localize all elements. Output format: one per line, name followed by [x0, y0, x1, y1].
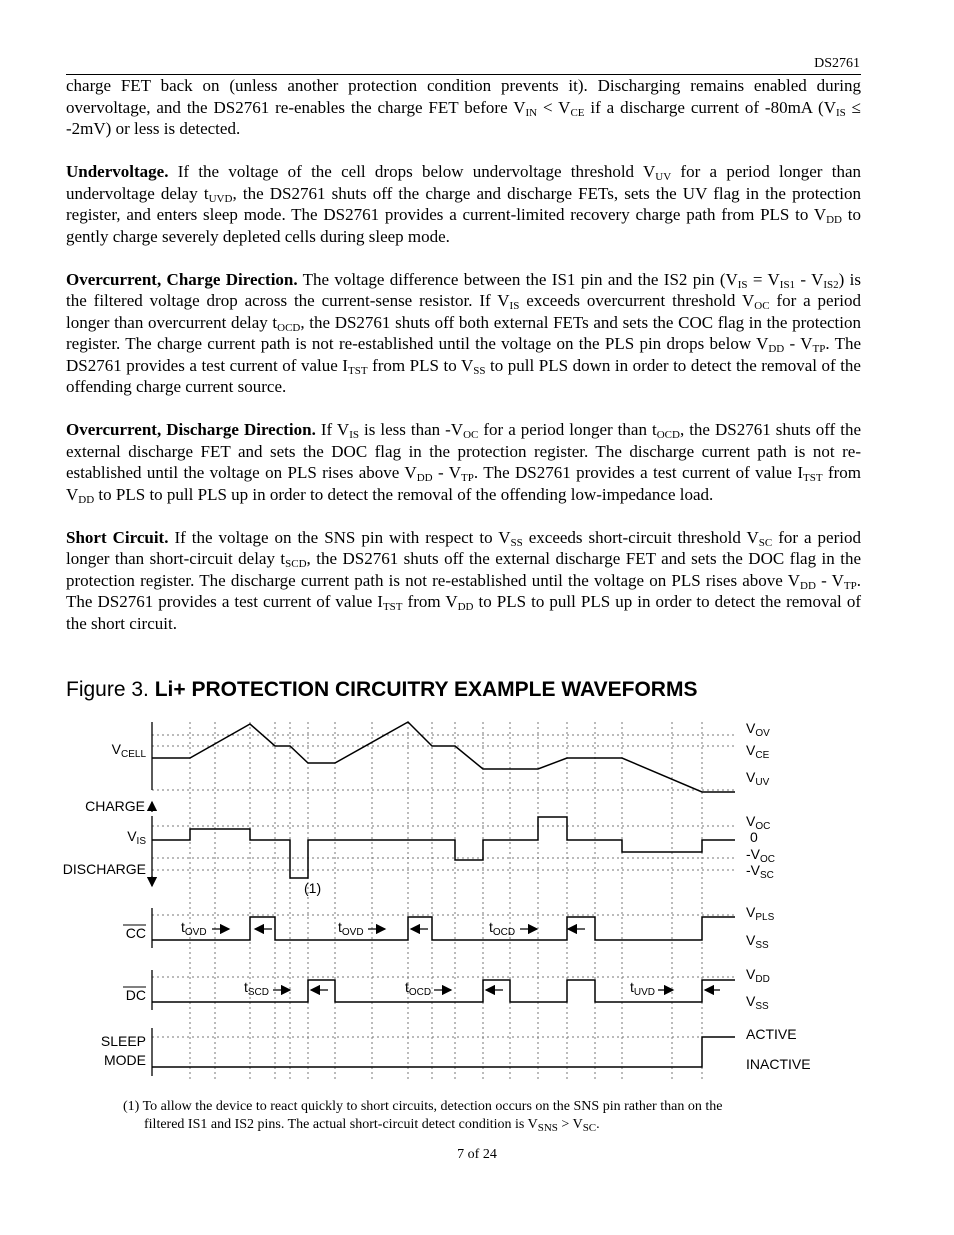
cc-trace [152, 917, 735, 940]
cc-label: CC [125, 925, 146, 941]
figure-label: Figure 3. [66, 678, 149, 701]
inactive-label: INACTIVE [746, 1056, 811, 1072]
voc-label: $V_{OC}$ [746, 813, 771, 832]
note-marker: (1) [304, 880, 322, 896]
footnote-line-2: filtered IS1 and IS2 pins. The actual short-circuit detect condition is $V_{SNS} > V_{SC}$. [144, 1117, 600, 1134]
vpls-label: $V_{PLS}$ [746, 904, 775, 923]
paragraph-overvoltage-continued: charge FET back on (unless another protection condition prevents it). Discharging remains enabled during overvoltage, and the DS2761 re-enables the charge FET before $V_{IN} < V_{CE}$ if a discharge current of -80mA $(V_{IS} \le -2mV)$ or less is detected. [66, 76, 861, 138]
tovd-label-2: $t_{OVD}$ [338, 919, 364, 938]
discharge-label: DISCHARGE [62, 861, 146, 877]
body-text [66, 75, 861, 656]
figure-heading: Li+ PROTECTION CIRCUITRY EXAMPLE WAVEFORMS [154, 678, 698, 701]
timing-arrows [212, 929, 720, 990]
vce-label: $V_{CE}$ [746, 742, 770, 761]
active-label: ACTIVE [746, 1026, 797, 1042]
vcell-label: $V_{CELL}$ [111, 741, 146, 760]
vss-dc-label: $V_{SS}$ [746, 993, 769, 1012]
tuvd-label: $t_{UVD}$ [630, 979, 656, 998]
tocd-label-2: $t_{OCD}$ [405, 979, 432, 998]
waveform-diagram [0, 700, 954, 1090]
tscd-label: $t_{SCD}$ [244, 979, 270, 998]
paragraph-heading: Overcurrent, Charge Direction. [66, 269, 298, 289]
figure-title [66, 678, 697, 702]
vuv-label: $V_{UV}$ [746, 769, 770, 788]
mode-label: MODE [104, 1052, 146, 1068]
paragraph-undervoltage: Undervoltage. If the voltage of the cell drops below undervoltage threshold $V_{UV}$ for a period longer than undervoltage delay $t_{UVD}$, the DS2761 shuts off the charge and discharge FETs, sets the UV flag in the protection register, and enters sleep mode. The DS2761 provides a current-limited recovery charge path from PLS to $V_{DD}$ to gently charge severely depleted cells during sleep mode. [66, 162, 861, 246]
dc-label: DC [125, 987, 146, 1003]
neg-vsc-label: $-V_{SC}$ [746, 862, 774, 881]
document-id: DS2761 [814, 56, 860, 71]
footnote-line-1: (1) To allow the device to react quickly to short circuits, detection occurs on the SNS pin rather than on the [123, 1099, 723, 1114]
sleep-label: SLEEP [100, 1033, 146, 1049]
page-number: 7 of 24 [457, 1147, 497, 1162]
zero-label: 0 [750, 829, 758, 845]
paragraph-heading: Undervoltage. [66, 162, 169, 181]
waveforms [152, 722, 735, 1067]
charge-label: CHARGE [85, 798, 145, 814]
vcell-trace [152, 722, 735, 792]
paragraph-overcurrent-charge: Overcurrent, Charge Direction. The voltage difference between the IS1 pin and the IS2 pin $(V_{IS} = V_{IS1} - V_{IS2})$ is the filtered voltage drop across the current-sense resistor. If $V_{IS}$ exceeds overcurrent threshold $V_{OC}$ for a period longer than overcurrent delay $t_{OCD}$, the DS2761 shuts off both external FETs and sets the COC flag in the protection register. The charge current path is not re-established until the voltage on the PLS pin drops below $V_{DD} - V_{TP}$. The DS2761 provides a test current of value $I_{TST}$ from PLS to $V_{SS}$ to pull PLS down in order to detect the removal of the offending charge current source. [66, 269, 861, 396]
paragraph-overcurrent-discharge: Overcurrent, Discharge Direction. If $V_{IS}$ is less than $-V_{OC}$ for a period longer than $t_{OCD}$, the DS2761 shuts off the external discharge FET and sets the DOC flag in the protection register. The discharge current path is not re-established until the voltage on PLS rises above $V_{DD} - V_{TP}$. The DS2761 provides a test current of value $I_{TST}$ from $V_{DD}$ to PLS to pull PLS up in order to detect the removal of the offending low-impedance load. [66, 420, 862, 506]
paragraph-heading: Short Circuit. [66, 527, 169, 547]
vss-cc-label: $V_{SS}$ [746, 932, 769, 951]
vis-label: $V_{IS}$ [127, 828, 146, 847]
neg-voc-label: $-V_{OC}$ [746, 846, 775, 865]
sleep-mode-trace [152, 1037, 735, 1067]
paragraph-short-circuit: Short Circuit. If the voltage on the SNS pin with respect to $V_{SS}$ exceeds short-circuit threshold $V_{SC}$ for a period longer than short-circuit delay $t_{SCD}$, the DS2761 shuts off the external discharge FET and sets the DOC flag in the protection register. The discharge current path is not re-established until the voltage on PLS rises above $V_{DD} - V_{TP}$. The DS2761 provides a test current of value $I_{TST}$ from $V_{DD}$ to PLS to pull PLS up in order to detect the removal of the short circuit. [66, 527, 861, 633]
time-gridlines [190, 722, 702, 1080]
vdd-label: $V_{DD}$ [746, 966, 770, 985]
vov-label: $V_{OV}$ [746, 720, 770, 739]
figure-footnote [123, 1098, 823, 1134]
tovd-label-1: $t_{OVD}$ [181, 919, 207, 938]
paragraph-heading: Overcurrent, Discharge Direction. [66, 420, 316, 439]
tocd-label-1: $t_{OCD}$ [489, 919, 516, 938]
